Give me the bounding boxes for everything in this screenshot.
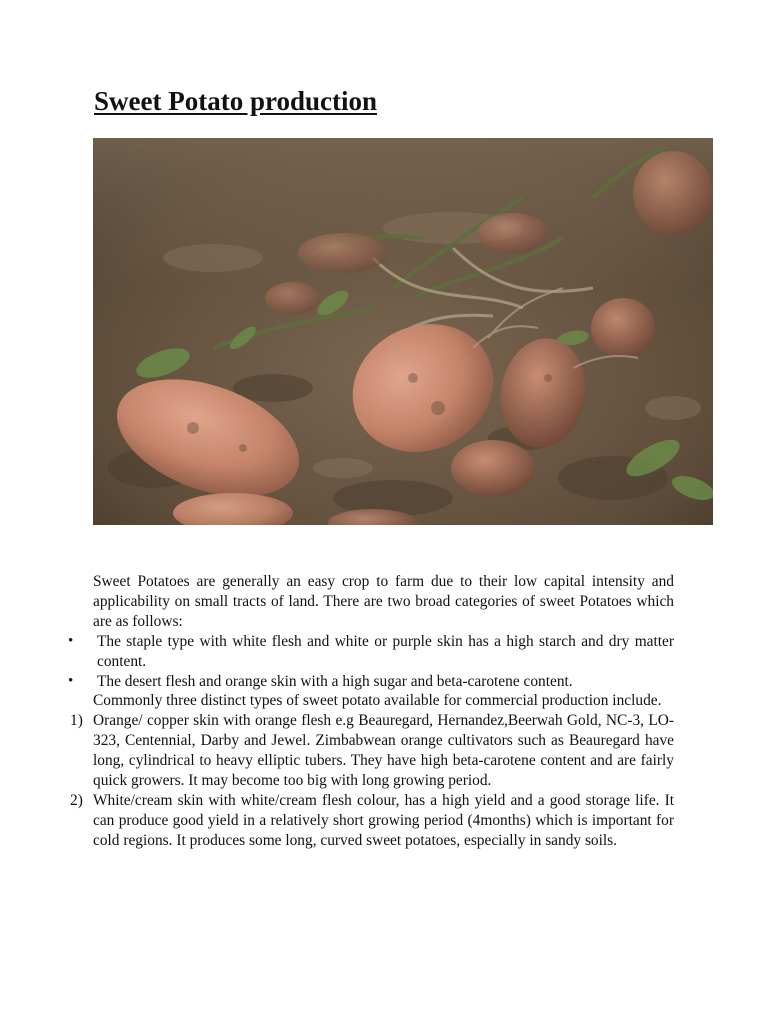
bullet-text: The staple type with white flesh and white or purple skin has a high starch and dry matter content. (97, 632, 674, 670)
intro-paragraph: Sweet Potatoes are generally an easy crop to farm due to their low capital intensity and applicability on small tracts of land. There are two broad categories of sweet Potatoes which are as follows: (93, 573, 674, 630)
bullet-item (0, 632, 768, 672)
bullet-item (0, 672, 768, 692)
numbered-item (0, 711, 768, 791)
document-title: Sweet Potato production (94, 86, 377, 116)
types-intro-paragraph: Commonly three distinct types of sweet potato available for commercial production include. (93, 692, 662, 710)
numbered-text: White/cream skin with white/cream flesh colour, has a high yield and a good storage life. It can produce good yield in a relatively short growing period (4months) which is important for cold regions. It produces some long, curved sweet potatoes, especially in sandy soils. (93, 791, 674, 849)
bullet-marker: • (68, 672, 74, 689)
sweet-potato-photo (93, 138, 713, 525)
numbered-text: Orange/ copper skin with orange flesh e.g Beauregard, Hernandez,Beerwah Gold, NC-3, LO-323, Centennial, Darby and Jewel. Zimbabwean orange cultivators such as Beauregard have long, cylindrical to heavy elliptic tubers. They have high beta-carotene content and are fairly quick growers. It may become too big with long growing period. (93, 712, 674, 790)
bullet-text: The desert flesh and orange skin with a high sugar and beta-carotene content. (97, 672, 573, 690)
numbered-item (0, 791, 768, 851)
number-marker: 2) (70, 791, 83, 809)
number-marker: 1) (70, 712, 83, 730)
bullet-marker: • (68, 632, 74, 649)
document-body (0, 572, 768, 851)
